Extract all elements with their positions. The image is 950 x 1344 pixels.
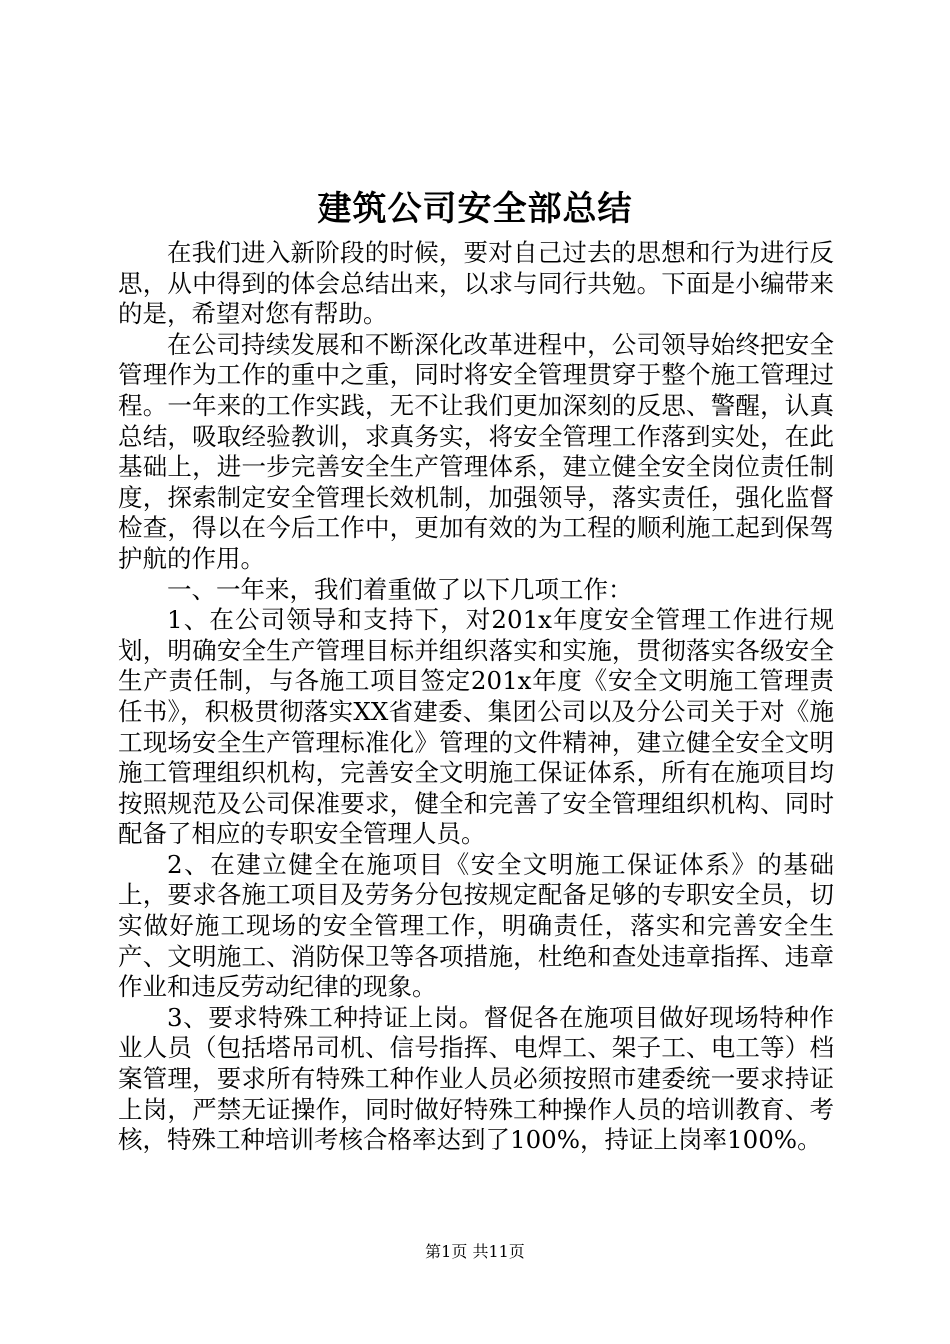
page-title: 建筑公司安全部总结 <box>317 189 633 229</box>
document-body <box>118 238 834 1156</box>
page-footer: 第1页 共11页 <box>425 1242 525 1261</box>
paragraph-overview: 在公司持续发展和不断深化改革进程中，公司领导始终把安全管理作为工作的重中之重，同时将安全管理贯穿于整个施工管理过程。一年来的工作实践，无不让我们更加深刻的反思、警醒，认真总结，吸取经验教训，求真务实，将安全管理工作落到实处，在此基础上，进一步完善安全生产管理体系，建立健全安全岗位责任制度，探索制定安全管理长效机制，加强领导，落实责任，强化监督检查，得以在今后工作中，更加有效的为工程的顺利施工起到保驾护航的作用。 <box>118 329 834 573</box>
paragraph-item-1: 1、在公司领导和支持下，对201x年度安全管理工作进行规划，明确安全生产管理目标并组织落实和实施，贯彻落实各级安全生产责任制，与各施工项目签定201x年度《安全文明施工管理责任书》，积极贯彻落实XX省建委、集团公司以及分公司关于对《施工现场安全生产管理标准化》管理的文件精神，建立健全安全文明施工管理组织机构，完善安全文明施工保证体系，所有在施项目均按照规范及公司保准要求，健全和完善了安全管理组织机构、同时配备了相应的专职安全管理人员。 <box>118 605 834 849</box>
paragraph-item-2: 2、在建立健全在施项目《安全文明施工保证体系》的基础上，要求各施工项目及劳务分包按规定配备足够的专职安全员，切实做好施工现场的安全管理工作，明确责任，落实和完善安全生产、文明施工、消防保卫等各项措施，杜绝和查处违章指挥、违章作业和违反劳动纪律的现象。 <box>118 849 834 1002</box>
section-heading-work: 一、一年来，我们着重做了以下几项工作： <box>167 574 633 604</box>
paragraph-item-3: 3、要求特殊工种持证上岗。督促各在施项目做好现场特种作业人员（包括塔吊司机、信号指挥、电焊工、架子工、电工等）档案管理，要求所有特殊工种作业人员必须按照市建委统一要求持证上岗，严禁无证操作，同时做好特殊工种操作人员的培训教育、考核，特殊工种培训考核合格率达到了100%，持证上岗率100%。 <box>118 1002 834 1155</box>
paragraph-intro: 在我们进入新阶段的时候，要对自己过去的思想和行为进行反思，从中得到的体会总结出来，以求与同行共勉。下面是小编带来的是，希望对您有帮助。 <box>118 238 834 329</box>
